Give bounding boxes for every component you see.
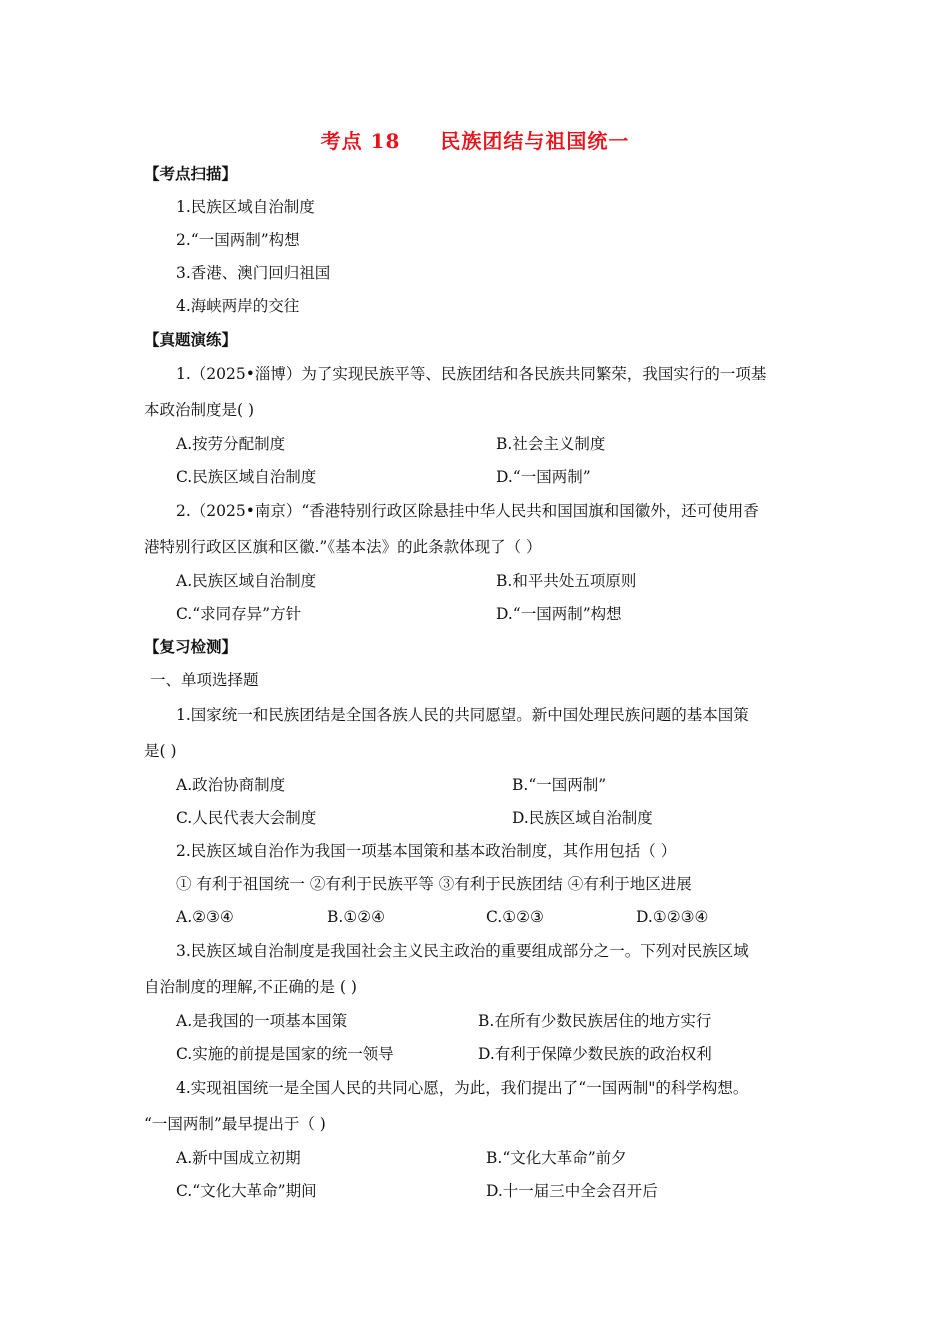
practice-q1-stem-cont: 本政治制度是( ) bbox=[144, 401, 255, 419]
review-q4-option-a: A.新中国成立初期 bbox=[176, 1149, 301, 1167]
scan-heading: 【考点扫描】 bbox=[144, 164, 238, 183]
review-q2-stem: 2.民族区域自治作为我国一项基本国策和基本政治制度，其作用包括（ ） bbox=[176, 842, 677, 860]
practice-q2-option-c: C.“求同存异”方针 bbox=[176, 605, 302, 623]
review-q1-option-a: A.政治协商制度 bbox=[176, 776, 286, 794]
practice-q1-option-d: D.“一国两制” bbox=[496, 468, 591, 486]
practice-q1-stem: 1.（2025•淄博）为了实现民族平等、民族团结和各民族共同繁荣，我国实行的一项基 bbox=[176, 365, 767, 383]
review-q3-option-b: B.在所有少数民族居住的地方实行 bbox=[478, 1012, 712, 1030]
review-q2-option-b: B.①②④ bbox=[327, 908, 386, 926]
review-q3-stem: 3.民族区域自治制度是我国社会主义民主政治的重要组成部分之一。下列对民族区域 bbox=[176, 942, 749, 960]
scan-item: 2.“一国两制”构想 bbox=[176, 231, 300, 249]
title-prefix: 考点 18 bbox=[320, 129, 401, 153]
practice-q1-option-a: A.按劳分配制度 bbox=[176, 435, 286, 453]
practice-q1-option-b: B.社会主义制度 bbox=[496, 435, 606, 453]
practice-q2-stem-cont: 港特别行政区区旗和区徽.”《基本法》的此条款体现了（ ） bbox=[144, 538, 542, 556]
review-q1-option-c: C.人民代表大会制度 bbox=[176, 809, 317, 827]
review-q4-stem: 4.实现祖国统一是全国人民的共同心愿，为此，我们提出了“一国两制"的科学构想。 bbox=[176, 1079, 749, 1097]
review-q4-stem-cont: “一国两制”最早提出于（ ) bbox=[144, 1115, 326, 1133]
practice-heading: 【真题演练】 bbox=[144, 330, 238, 349]
review-q3-option-d: D.有利于保障少数民族的政治权利 bbox=[478, 1045, 712, 1063]
review-q1-option-b: B.“一国两制” bbox=[512, 776, 607, 794]
scan-item: 4.海峡两岸的交往 bbox=[176, 297, 300, 315]
review-heading: 【复习检测】 bbox=[144, 637, 238, 656]
review-q4-option-b: B.“文化大革命”前夕 bbox=[486, 1149, 627, 1167]
review-q4-option-c: C.“文化大革命”期间 bbox=[176, 1182, 317, 1200]
review-q1-option-d: D.民族区域自治制度 bbox=[512, 809, 653, 827]
scan-item: 3.香港、澳门回归祖国 bbox=[176, 264, 331, 282]
practice-q2-option-a: A.民族区域自治制度 bbox=[176, 572, 317, 590]
scan-item: 1.民族区域自治制度 bbox=[176, 198, 315, 216]
review-q3-option-c: C.实施的前提是国家的统一领导 bbox=[176, 1045, 394, 1063]
review-q2-option-d: D.①②③④ bbox=[636, 908, 709, 926]
practice-q2-option-d: D.“一国两制”构想 bbox=[496, 605, 622, 623]
practice-q2-stem: 2.（2025•南京）“香港特别行政区除悬挂中华人民共和国国旗和国徽外，还可使用香 bbox=[176, 502, 759, 520]
title-main: 民族团结与祖国统一 bbox=[440, 129, 630, 153]
review-q1-stem-cont: 是( ) bbox=[144, 742, 177, 760]
review-q1-stem: 1.国家统一和民族团结是全国各族人民的共同愿望。新中国处理民族问题的基本国策 bbox=[176, 706, 749, 724]
review-q3-stem-cont: 自治制度的理解,不正确的是 ( ) bbox=[144, 978, 357, 996]
page-title bbox=[0, 125, 950, 154]
review-q3-option-a: A.是我国的一项基本国策 bbox=[176, 1012, 348, 1030]
review-section-title: 一、单项选择题 bbox=[150, 671, 259, 689]
review-q2-option-c: C.①②③ bbox=[486, 908, 544, 926]
practice-q1-option-c: C.民族区域自治制度 bbox=[176, 468, 317, 486]
review-q2-statements: ① 有利于祖国统一 ②有利于民族平等 ③有利于民族团结 ④有利于地区进展 bbox=[176, 875, 692, 893]
review-q4-option-d: D.十一届三中全会召开后 bbox=[486, 1182, 658, 1200]
review-q2-option-a: A.②③④ bbox=[176, 908, 234, 926]
practice-q2-option-b: B.和平共处五项原则 bbox=[496, 572, 637, 590]
